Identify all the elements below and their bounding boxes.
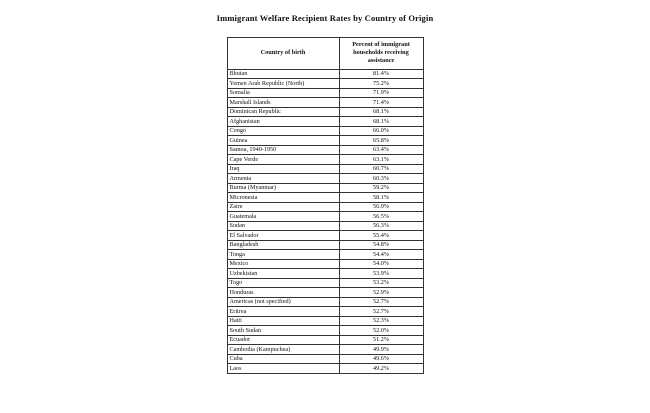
cell-country: Congo — [227, 126, 339, 136]
table-row — [227, 354, 423, 364]
column-header-country: Country of birth — [227, 38, 339, 70]
table-row — [227, 98, 423, 108]
cell-percent: 52.7% — [339, 307, 423, 317]
cell-country: Uzbekistan — [227, 269, 339, 279]
cell-percent: 52.3% — [339, 316, 423, 326]
cell-percent: 56.3% — [339, 221, 423, 231]
table-row — [227, 145, 423, 155]
cell-percent: 53.9% — [339, 269, 423, 279]
cell-percent: 54.4% — [339, 250, 423, 260]
cell-country: Dominican Republic — [227, 107, 339, 117]
cell-country: Togo — [227, 278, 339, 288]
cell-country: Americas (not specified) — [227, 297, 339, 307]
cell-percent: 53.2% — [339, 278, 423, 288]
cell-country: Laos — [227, 364, 339, 374]
cell-country: Mexico — [227, 259, 339, 269]
cell-percent: 49.9% — [339, 345, 423, 355]
cell-country: Ecuador — [227, 335, 339, 345]
cell-country: Yemen Arab Republic (North) — [227, 79, 339, 89]
document-page — [0, 13, 650, 413]
table-row — [227, 288, 423, 298]
page-title: Immigrant Welfare Recipient Rates by Country of Origin — [216, 13, 434, 23]
cell-country: Honduras — [227, 288, 339, 298]
cell-percent: 68.1% — [339, 107, 423, 117]
cell-country: Cape Verde — [227, 155, 339, 165]
cell-country: Bhutan — [227, 69, 339, 79]
cell-country: Iraq — [227, 164, 339, 174]
cell-percent: 56.9% — [339, 202, 423, 212]
cell-country: Guatemala — [227, 212, 339, 222]
table-row — [227, 212, 423, 222]
table-header-row — [227, 38, 423, 70]
column-header-percent: Percent of immigrant households receiving assistance — [339, 38, 423, 70]
table-row — [227, 88, 423, 98]
cell-country: Somalia — [227, 88, 339, 98]
cell-country: Tonga — [227, 250, 339, 260]
table-row — [227, 136, 423, 146]
table-row — [227, 364, 423, 374]
welfare-rates-table — [227, 37, 424, 374]
cell-country: Samoa, 1940-1950 — [227, 145, 339, 155]
cell-percent: 63.4% — [339, 145, 423, 155]
cell-percent: 60.7% — [339, 164, 423, 174]
cell-country: El Salvador — [227, 231, 339, 241]
cell-country: Afghanistan — [227, 117, 339, 127]
table-row — [227, 221, 423, 231]
cell-percent: 63.1% — [339, 155, 423, 165]
table-row — [227, 231, 423, 241]
cell-percent: 58.1% — [339, 193, 423, 203]
table-row — [227, 183, 423, 193]
cell-country: Eritrea — [227, 307, 339, 317]
table-row — [227, 335, 423, 345]
cell-country: Cambodia (Kampuchea) — [227, 345, 339, 355]
table-row — [227, 345, 423, 355]
cell-country: Haiti — [227, 316, 339, 326]
cell-percent: 49.6% — [339, 354, 423, 364]
cell-country: Guinea — [227, 136, 339, 146]
cell-country: Micronesia — [227, 193, 339, 203]
cell-country: Marshall Islands — [227, 98, 339, 108]
cell-percent: 54.0% — [339, 259, 423, 269]
table-row — [227, 316, 423, 326]
cell-country: South Sudan — [227, 326, 339, 336]
cell-percent: 59.2% — [339, 183, 423, 193]
cell-percent: 49.2% — [339, 364, 423, 374]
table-body — [227, 69, 423, 373]
cell-percent: 66.0% — [339, 126, 423, 136]
cell-percent: 52.0% — [339, 326, 423, 336]
cell-percent: 71.4% — [339, 98, 423, 108]
table-row — [227, 69, 423, 79]
table-row — [227, 193, 423, 203]
cell-country: Armenia — [227, 174, 339, 184]
cell-percent: 52.9% — [339, 288, 423, 298]
table-row — [227, 269, 423, 279]
cell-percent: 60.3% — [339, 174, 423, 184]
table-row — [227, 117, 423, 127]
cell-country: Sudan — [227, 221, 339, 231]
cell-percent: 71.9% — [339, 88, 423, 98]
cell-percent: 81.4% — [339, 69, 423, 79]
cell-country: Bangladesh — [227, 240, 339, 250]
table-container — [0, 37, 650, 374]
cell-percent: 52.7% — [339, 297, 423, 307]
table-row — [227, 250, 423, 260]
cell-percent: 56.5% — [339, 212, 423, 222]
table-row — [227, 326, 423, 336]
table-row — [227, 297, 423, 307]
table-header — [227, 38, 423, 70]
cell-country: Zaire — [227, 202, 339, 212]
table-row — [227, 307, 423, 317]
table-row — [227, 259, 423, 269]
cell-percent: 54.8% — [339, 240, 423, 250]
table-row — [227, 79, 423, 89]
cell-country: Burma (Myanmar) — [227, 183, 339, 193]
table-row — [227, 278, 423, 288]
table-row — [227, 107, 423, 117]
table-row — [227, 240, 423, 250]
cell-country: Cuba — [227, 354, 339, 364]
cell-percent: 65.8% — [339, 136, 423, 146]
cell-percent: 75.2% — [339, 79, 423, 89]
table-row — [227, 126, 423, 136]
table-row — [227, 164, 423, 174]
table-row — [227, 202, 423, 212]
cell-percent: 51.2% — [339, 335, 423, 345]
table-row — [227, 155, 423, 165]
table-row — [227, 174, 423, 184]
cell-percent: 55.4% — [339, 231, 423, 241]
cell-percent: 68.1% — [339, 117, 423, 127]
